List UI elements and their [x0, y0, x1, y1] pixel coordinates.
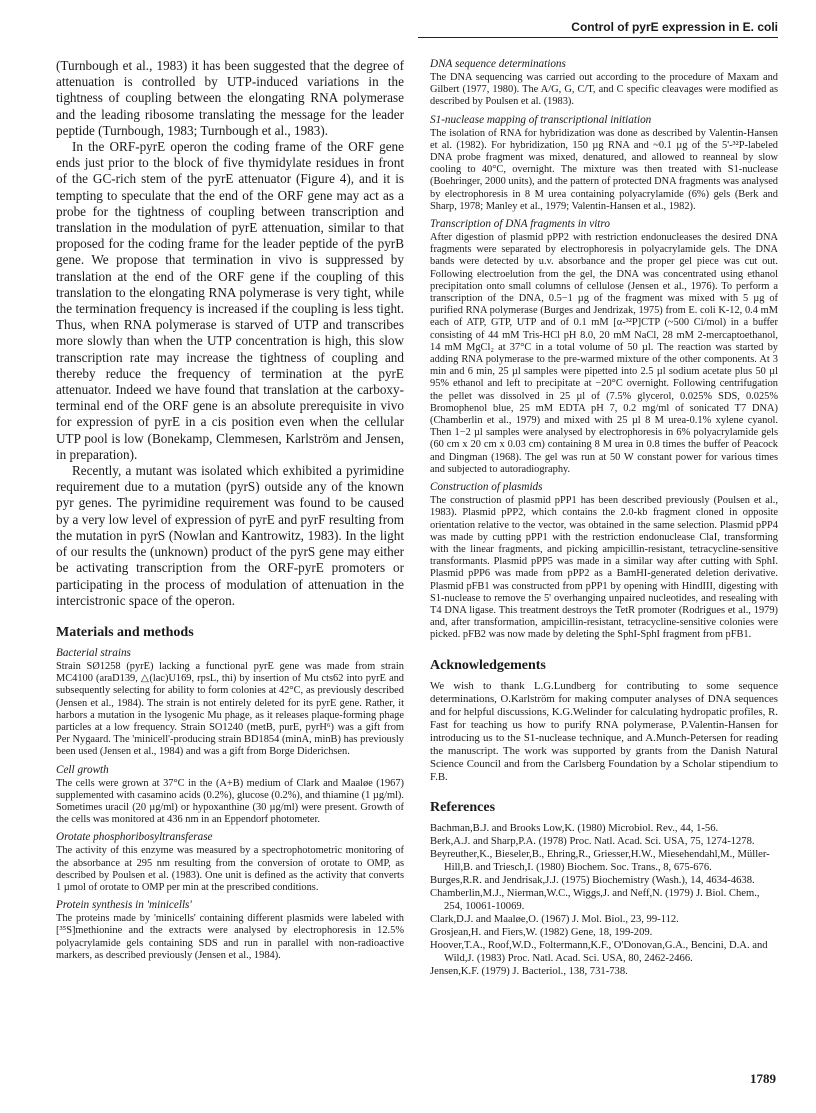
dna-sequence-heading: DNA sequence determinations	[430, 58, 566, 70]
reference-item: Burges,R.R. and Jendrisak,J.J. (1975) Biochemistry (Wash.), 14, 4634-4638.	[430, 874, 755, 886]
plasmids-heading: Construction of plasmids	[430, 481, 543, 494]
bacterial-strains-heading: Bacterial strains	[56, 646, 131, 659]
protein-synthesis-heading: Protein synthesis in 'minicells'	[56, 899, 192, 912]
plasmids-text: The construction of plasmid pPP1 has been described previously (Poulsen et al., 1983). Plasmid pPP2, which contains the 2.0-kb fragment cloned in opposite orientation relative to the vector, was obtained in the same selection. Plasmid pPP4 was made by cutting pPP1 with the restriction endonuclease ClaI, transforming with the linear fragments, and picking ampicillin-resistant, tetracycline-sensitive transformants. Plasmid pPP5 was made in a similar way after cutting with SphI. Plasmid pPP6 was made from pPP2 as a BamHI-generated deletion derivative. Plasmid pFB1 was constructed from pPP1 by opening with HindIII, digesting with S1-nuclease to remove the 5' overhanging unpaired nucleotides, and resealing with T4 DNA ligase. This treatment destroys the TetR promoter (Rodrigues et al., 1979) and, after transformation, ampicillin-resistant, tetracycline-sensitive colonies were picked. pFB2 was now made by deleting the SphI-SphI fragment from pFB1.	[430, 495, 778, 641]
reference-item: Jensen,K.F. (1979) J. Bacteriol., 138, 731-738.	[430, 965, 628, 977]
cell-growth-text: The cells were grown at 37°C in the (A+B) medium of Clark and Maaløe (1967) supplemented with casamino acids (0.2%), glucose (0.2%), and thiamine (1 µg/ml). Sometimes uracil (20 µg/ml) or hypoxanthine (30 µg/ml) were present. Growth of the cells was monitored at 436 nm in an Eppendorf photometer.	[56, 777, 404, 826]
reference-item: Beyreuther,K., Bieseler,B., Ehring,R., Griesser,H.W., Miesehendahl,M., Müller-Hill,B. and Triesch,I. (1980) Biochem. Soc. Trans., 8, 675-676.	[430, 848, 770, 873]
bacterial-strains-text: Strain SØ1258 (pyrE) lacking a functional pyrE gene was made from strain MC4100 (araD139, △(lac)U169, rpsL, thi) by insertion of Mu cts62 into pyrE and subsequently selecting for ability to form colonies at 42°C, as previously described (Jensen et al., 1984). The strain is not entirely deleted for its pyrE gene. Rather, it harbors a mutation in the lysogenic Mu phage, as it releases plaque-forming phage particles at a low frequency. Strain SO1240 (metB, purE, pyrH⁶) was a gift from Per Nygaard. The 'minicell'-producing strain BD1854 (minA, minB) has previously been used (Jensen et al., 1984) and was a gift from Borge Diderichsen.	[56, 660, 404, 758]
references-list	[430, 822, 778, 978]
cell-growth-heading: Cell growth	[56, 763, 109, 776]
oprt-text: The activity of this enzyme was measured by a spectrophotometric monitoring of the absorbance at 295 nm resulting from the conversion of orotate to OMP, as described by Poulsen et al. (1983). One unit is defined as the activity that converts 1 µmol of orotate to OMP per min at the prescribed conditions.	[56, 845, 404, 893]
reference-item: Berk,A.J. and Sharp,P.A. (1978) Proc. Natl. Acad. Sci. USA, 75, 1274-1278.	[430, 835, 755, 847]
references-heading: References	[430, 799, 496, 815]
running-title: Control of pyrE expression in E. coli	[418, 20, 778, 38]
reference-item: Clark,D.J. and Maaløe,O. (1967) J. Mol. Biol., 23, 99-112.	[430, 913, 679, 925]
right-column	[430, 58, 778, 978]
reference-item: Hoover,T.A., Roof,W.D., Foltermann,K.F., O'Donovan,G.A., Bencini, D.A. and Wild,J. (1983) Proc. Natl. Acad. Sci. USA, 80, 2462-2466.	[430, 939, 768, 964]
acknowledgements-text: We wish to thank L.G.Lundberg for contributing to some sequence determinations, O.Karlström for making computer analyses of DNA sequences and for helpful discussions, K.G.Welinder for calculating hydropatic profiles, R. Fast for teaching us how to purify RNA polymerase, P.Valentin-Hansen for introducing us to the S1-nuclease technique, and A.Munch-Petersen for reading the manuscript. The work was supported by grants from the Danish Natural Science Council and from the Carlsberg Foundation by a Scholar stipendium to F.B.	[430, 679, 778, 783]
transcription-heading: Transcription of DNA fragments in vitro	[430, 218, 610, 231]
protein-synthesis-text: The proteins made by 'minicells' containing different plasmids were labeled with [³⁵S]methionine and the extracts were analysed by electrophoresis in 12.5% polyacrylamide gels containing SDS and run in parallel with non-radioactive markers, as described previously (Jensen et al., 1984).	[56, 913, 404, 961]
s1-mapping-heading: S1-nuclease mapping of transcriptional initiation	[430, 113, 652, 126]
left-column	[56, 58, 404, 962]
body-paragraph-1: (Turnbough et al., 1983) it has been suggested that the degree of attenuation is controlled by UTP-induced variations in the tightness of coupling between the elongating RNA polymerase and the leading ribosome translating the message for the leader peptide (Turnbough, 1983; Turnbough et al., 1983).	[56, 58, 404, 138]
body-paragraph-2: In the ORF-pyrE operon the coding frame of the ORF gene ends just prior to the block of five thymidylate residues in front of the GC-rich stem of the pyrE attenuator (Figure 4), and it is tempting to speculate that the end of the ORF gene may act as a probe for the tightness of coupling between transcription and translation in the modulation of pyrE attenuation, similar to that proposed for the coding frame for the leader peptide of the pyrB gene. We propose that termination in vivo is suppressed by translation at the end of the ORF gene if the coupling of this translation to the elongating RNA polymerase is very tight, while the termination frequency is increased if the coupling is less tight. Thus, when RNA polymerase is starved of UTP and transcribes more slowly than when the UTP concentration is high, this slow transcription rate may increase the tightness of coupling and thereby reduce the frequency of termination at the pyrE attenuator. Indeed we have found that translation at the carboxy-terminal end of the ORF gene is an absolute prerequisite in vivo for expression of pyrE in a cis position even when the cellular UTP pool is low (Bonekamp, Clemmesen, Karlström and Jensen, in preparation).	[56, 139, 404, 462]
reference-item: Grosjean,H. and Fiers,W. (1982) Gene, 18, 199-209.	[430, 926, 653, 938]
reference-item: Chamberlin,M.J., Nierman,W.C., Wiggs,J. and Neff,N. (1979) J. Biol. Chem., 254, 10061-10069.	[430, 887, 760, 912]
acknowledgements-heading: Acknowledgements	[430, 657, 546, 673]
methods-heading: Materials and methods	[56, 624, 194, 640]
reference-item: Bachman,B.J. and Brooks Low,K. (1980) Microbiol. Rev., 44, 1-56.	[430, 822, 719, 834]
s1-mapping-text: The isolation of RNA for hybridization was done as described by Valentin-Hansen et al. (1982). For hybridization, 150 µg RNA and ~0.1 µg of the 5'-³²P-labeled DNA probe fragment was mixed, denatured, and allowed to reanneal by slow cooling to 40°C, overnight. The mixture was then treated with S1-nuclease (Boehringer, 2000 units), and the pattern of protected DNA fragments was analysed by electrophoresis in 8 M urea containing polyacrylamide (6%) gels (Berk and Sharp, 1978; Manley et al., 1979; Valentin-Hansen et al., 1982).	[430, 127, 778, 212]
page-number: 1789	[750, 1071, 776, 1086]
body-paragraph-3: Recently, a mutant was isolated which exhibited a pyrimidine requirement due to a mutation (pyrS) outside any of the known pyr genes. The pyrimidine requirement was found to be caused by a very low level of expression of pyrE and pyrF resulting from the mutation in pyrS (Nowlan and Kantrowitz, 1983). In the light of our results the (unknown) product of the pyrS gene may either be activating transcription from the ORF-pyrE promoters or participating in the process of modulation of attenuation in the intercistronic space of the operon.	[56, 463, 404, 608]
dna-sequence-text: The DNA sequencing was carried out according to the procedure of Maxam and Gilbert (1977, 1980). The A/G, G, C/T, and C specific cleavages were modified as described by Poulsen et al. (1983).	[430, 72, 778, 108]
transcription-text: After digestion of plasmid pPP2 with restriction endonucleases the desired DNA fragments were separated by electrophoresis in polyacrylamide gels. The DNA bands were detected by u.v. absorbance and the proper gel piece was cut out. Following electroelution from the gel, the DNA was concentrated using ethanol precipitation onto small columns of cellulose (Jensen et al., 1976). To perform a transcription of the DNA, 0.5−1 µg of the fragment was mixed with 5 µg of purified RNA polymerase (Burges and Jendrizak, 1975) from E. coli K-12, 0.4 mM each of ATP, GTP, UTP and of 0.1 mM [α-³²P]CTP (~500 Ci/mol) in a buffer consisting of 44 mM Tris-HCl pH 8.0, 20 mM NaCl, 28 mM 2-mercaptoethanol, 14 mM MgCl₂ at 37°C in a total volume of 50 µl. The reaction was started by adding RNA polymerase to the pre-warmed mixture of the other components. At 3 min and 6 min, 25 µl samples were pipetted into 2.5 µl sodium acetate plus 50 µl 95% ethanol and left to precipitate at −20°C overnight. Following centrifugation the pellet was dissolved in 25 µl of (7.5% glycerol, 0.025% SDS, 0.025% Bromophenol blue, 25 mM EDTA pH 7, 0.2 mg/ml of sonicated T7 DNA) (Chamberlin et al., 1979) and mixed with 25 µl 8 M urea-0.1% xylene cyanol. Then 1−2 µl samples were analysed by electrophoresis in 6% polyacrylamide gels (60 cm x 20 cm x 0.03 cm) containing 8 M urea in 0.8 times the buffer of Peacock and Dingman (1968). The gel was run at 50 W constant power for various times and subjected to autoradiography.	[430, 232, 778, 475]
oprt-heading: Orotate phosphoribosyltransferase	[56, 831, 213, 844]
